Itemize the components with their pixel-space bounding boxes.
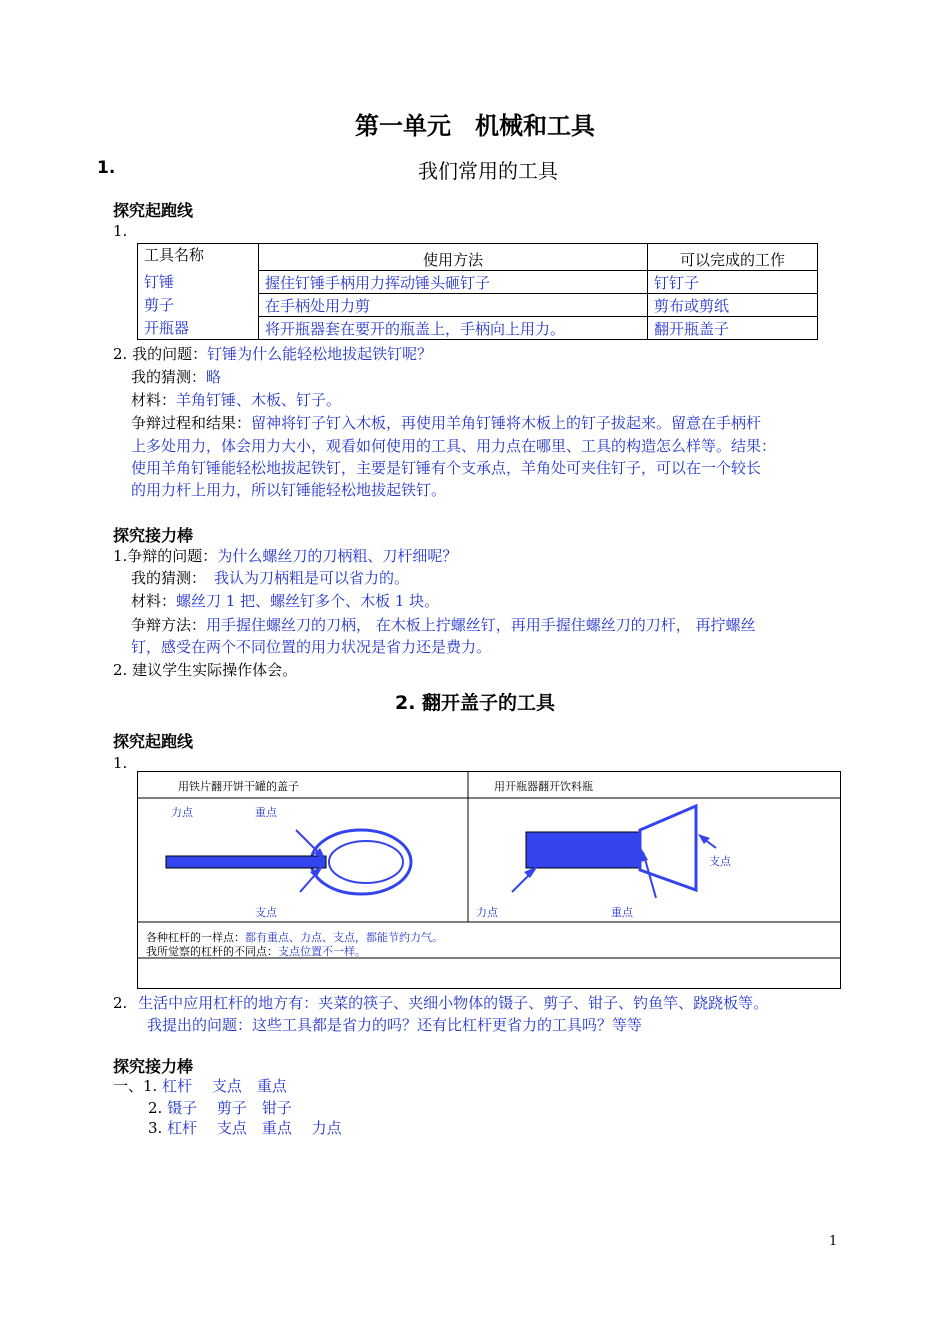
guess-text: 略 — [206, 368, 222, 386]
q2b-line — [113, 992, 768, 1014]
relay-method-text: 用手握住螺丝刀的刀柄， 在木板上拧螺丝钉，再用手握住螺丝刀的刀杆， 再拧螺丝 — [206, 616, 756, 634]
table-header-row — [138, 244, 818, 271]
table-cell: 剪布或剪纸 — [648, 294, 818, 317]
question-text: 钉锤为什么能轻松地拔起铁钉呢？ — [207, 345, 433, 363]
answer-num: 1. — [143, 1077, 158, 1095]
lever-bar — [166, 856, 326, 868]
table-cell: 翻开瓶盖子 — [648, 317, 818, 340]
item-number: 2. — [113, 994, 128, 1012]
process-line: 的用力杆上用力，所以钉锤能轻松地拔起铁钉。 — [131, 481, 447, 499]
answer-text: 镊子 剪子 钳子 — [167, 1099, 292, 1117]
right-diagram-title: 用开瓶器翻开饮料瓶 — [494, 780, 593, 793]
answer-line — [148, 1117, 342, 1139]
material-line — [131, 389, 341, 411]
guess-label: 我的猜测： — [131, 368, 207, 386]
table-row — [138, 317, 818, 340]
answer-prefix: 一、 — [113, 1077, 144, 1095]
diff-points-text: 支点位置不一样。 — [278, 945, 366, 958]
table-row — [138, 271, 818, 294]
relay-method-label: 争辩方法： — [131, 616, 207, 634]
table-cell: 钉锤 — [138, 271, 259, 294]
relay-question-text: 为什么螺丝刀的刀柄粗、刀杆细呢？ — [217, 547, 458, 565]
answer-num: 2. — [148, 1099, 163, 1117]
guess-line — [131, 366, 221, 388]
section-heading-relay: 探究接力棒 — [113, 526, 194, 545]
relay-item-2: 2. 建议学生实际操作体会。 — [113, 661, 298, 679]
item-number: 1. — [113, 222, 128, 240]
answer-line — [148, 1097, 292, 1119]
table-cell: 钉钉子 — [648, 271, 818, 294]
q2b-text: 生活中应用杠杆的地方有：夹菜的筷子、夹细小物体的镊子、剪子、钳子、钓鱼竿、跷跷板等。 — [138, 994, 769, 1012]
opener-head — [640, 806, 696, 890]
lesson-number: 1. — [97, 158, 116, 178]
relay-guess-text: 我认为刀柄粗是可以省力的。 — [214, 569, 410, 587]
label-load: 重点 — [611, 906, 633, 919]
answer-text: 杠杆 支点 重点 — [162, 1077, 287, 1095]
lever-diagram — [137, 771, 841, 989]
material-text: 羊角钉锤、木板、钉子。 — [176, 391, 342, 409]
opener-handle — [526, 832, 640, 868]
q2b-question: 我提出的问题：这些工具都是省力的吗？还有比杠杆更省力的工具吗？等等 — [147, 1016, 643, 1034]
table-cell: 在手柄处用力剪 — [259, 294, 648, 317]
arrow-head — [640, 848, 648, 862]
question-label: 我的问题： — [132, 345, 208, 363]
relay-question-line — [113, 545, 457, 567]
answer-num: 3. — [148, 1119, 163, 1137]
process-line — [131, 412, 761, 434]
table-row — [138, 294, 818, 317]
section-heading-start: 探究起跑线 — [113, 201, 194, 220]
label-force: 力点 — [476, 906, 498, 919]
answer-line — [113, 1075, 287, 1097]
relay-guess-line — [131, 567, 409, 589]
label-force: 力点 — [171, 806, 193, 819]
label-fulcrum: 支点 — [709, 855, 731, 868]
table-header-cell: 工具名称 — [138, 244, 259, 271]
diff-points-label: 我所觉察的杠杆的不同点： — [146, 945, 278, 958]
relay-material-text: 螺丝刀 1 把、螺丝钉多个、木板 1 块。 — [176, 592, 440, 610]
process-label: 争辩过程和结果： — [131, 414, 252, 432]
relay-method-line: 钉，感受在两个不同位置的用力状况是省力还是费力。 — [131, 638, 492, 656]
section-heading-start-2: 探究起跑线 — [113, 732, 194, 751]
page-title: 第一单元 机械和工具 — [355, 112, 595, 140]
table-cell: 剪子 — [138, 294, 259, 317]
section-heading-relay-2: 探究接力棒 — [113, 1057, 194, 1076]
lid-inner-ring — [329, 841, 403, 883]
table-header-cell: 使用方法 — [259, 244, 648, 271]
question-line — [113, 343, 432, 365]
same-points-text: 都有重点、力点、支点，都能节约力气。 — [245, 931, 443, 944]
tool-table — [137, 243, 818, 340]
item-number: 1. — [113, 754, 128, 772]
page-number: 1 — [829, 1234, 838, 1249]
relay-method-line — [131, 614, 756, 636]
label-fulcrum: 支点 — [255, 906, 277, 919]
diff-points-line — [146, 943, 366, 959]
lesson2-title: 2. 翻开盖子的工具 — [394, 692, 556, 714]
process-line: 上多处用力，体会用力大小，观看如何使用的工具、用力点在哪里、工具的构造怎么样等。结果： — [131, 437, 777, 455]
table-cell: 开瓶器 — [138, 317, 259, 340]
label-load: 重点 — [255, 806, 277, 819]
relay-material-label: 材料： — [131, 592, 177, 610]
table-cell: 握住钉锤手柄用力挥动锤头砸钉子 — [259, 271, 648, 294]
answer-text: 杠杆 支点 重点 力点 — [167, 1119, 342, 1137]
relay-guess-label: 我的猜测： — [131, 569, 207, 587]
lesson-title: 我们常用的工具 — [418, 159, 558, 183]
relay-question-label: 1.争辩的问题： — [113, 547, 218, 565]
relay-material-line — [131, 590, 439, 612]
left-diagram-title: 用铁片翻开饼干罐的盖子 — [178, 780, 299, 793]
same-points-label: 各种杠杆的一样点： — [146, 931, 245, 944]
table-header-cell: 可以完成的工作 — [648, 244, 818, 271]
process-line: 使用羊角钉锤能轻松地拔起铁钉，主要是钉锤有个支承点，羊角处可夹住钉子，可以在一个较长 — [131, 459, 762, 477]
item-number: 2. — [113, 345, 128, 363]
process-text: 留神将钉子钉入木板，再使用羊角钉锤将木板上的钉子拔起来。留意在手柄杆 — [251, 414, 762, 432]
material-label: 材料： — [131, 391, 177, 409]
table-cell: 将开瓶器套在要开的瓶盖上，手柄向上用力。 — [259, 317, 648, 340]
